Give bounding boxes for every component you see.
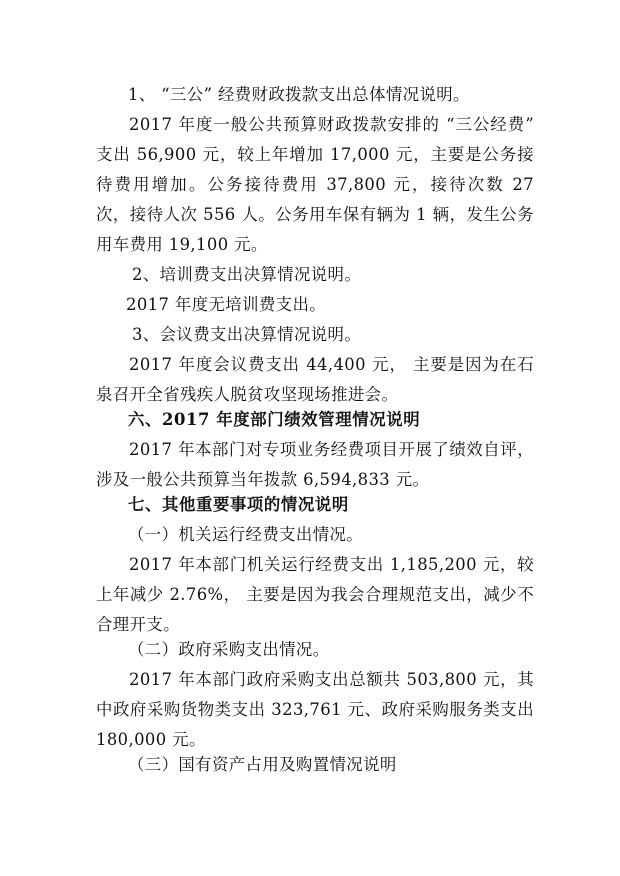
section-7-heading: 七、其他重要事项的情况说明 [128,495,349,514]
subsection-3-title: （三）国有资产占用及购置情况说明 [128,755,397,774]
item-1-title: 1、 “三公” 经费财政拨款支出总体情况说明。 [128,85,470,104]
performance-paragraph: 2017 年本部门对专项业务经费项目开展了绩效自评，涉及一般公共预算当年拨款 6,594,833 元。 [96,440,534,489]
section-6-heading: 六、2017 年度部门绩效管理情况说明 [128,410,421,429]
subsection-1-title: （一）机关运行经费支出情况。 [128,525,364,544]
training-expense-paragraph: 2017 年度无培训费支出。 [126,295,327,314]
procurement-paragraph: 2017 年本部门政府采购支出总额共 503,800 元，其中政府采购货物类支出 323,761 元、政府采购服务类支出 180,000 元。 [96,670,534,749]
subsection-2-title: （二）政府采购支出情况。 [128,640,330,659]
operating-expense-paragraph: 2017 年本部门机关运行经费支出 1,185,200 元，较上年减少 2.76%， 主要是因为我会合理规范支出，减少不合理开支。 [96,555,534,634]
item-3-title: 3、会议费支出决算情况说明。 [132,325,362,344]
three-public-expenses-paragraph: 2017 年度一般公共预算财政拨款安排的 “三公经费” 支出 56,900 元，较上年增加 17,000 元，主要是公务接待费用增加。公务接待费用 37,800 元，接待次数 27 次，接待人次 556 人。公务用车保有辆为 1 辆，发生公务用车费用 19,100 元。 [96,115,534,254]
meeting-expense-paragraph: 2017 年度会议费支出 44,400 元， 主要是因为在石泉召开全省残疾人脱贫攻坚现场推进会。 [96,355,534,404]
item-2-title: 2、培训费支出决算情况说明。 [132,265,362,284]
